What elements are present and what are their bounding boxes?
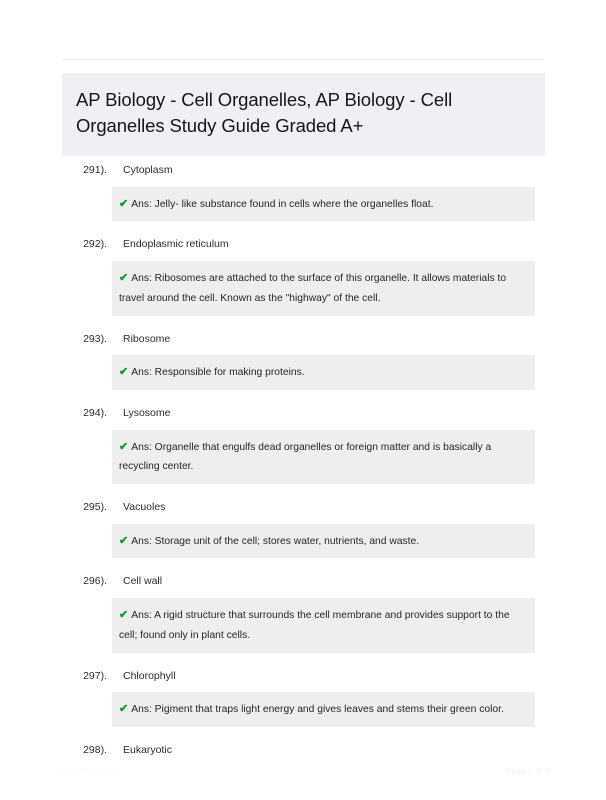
answer-text: Ans: Organelle that engulfs dead organelles or foreign matter and is basically a recycling center. <box>119 441 492 473</box>
qa-item <box>0 569 606 652</box>
qa-item <box>0 327 606 390</box>
question-text: Ribosome <box>123 332 171 345</box>
question-number: 294). <box>83 406 107 419</box>
question-row <box>0 401 606 422</box>
check-icon: ✔ <box>119 197 129 210</box>
answer-box <box>112 598 535 652</box>
question-number: 295). <box>83 501 107 514</box>
question-row <box>0 569 606 590</box>
answer-box <box>112 692 535 727</box>
check-icon: ✔ <box>119 272 129 285</box>
answer-text: Ans: Pigment that traps light energy and gives leaves and stems their green color. <box>131 704 504 716</box>
check-icon: ✔ <box>119 366 129 379</box>
header-divider <box>62 59 544 60</box>
answer-text: Ans: Ribosomes are attached to the surface of this organelle. It allows materials to travel around the cell. Known as the "highway" of the cell. <box>119 273 507 304</box>
answer-text: Ans: Jelly- like substance found in cells where the organelles float. <box>131 198 434 210</box>
question-text: Vacuoles <box>123 501 166 514</box>
question-row <box>0 158 606 179</box>
question-text: Lysosome <box>123 406 171 419</box>
question-number: 292). <box>83 238 107 251</box>
question-row <box>0 327 606 348</box>
qa-item <box>0 158 606 221</box>
qa-item <box>0 495 606 558</box>
check-icon: ✔ <box>119 440 129 453</box>
question-row <box>0 232 606 253</box>
question-number: 291). <box>83 164 107 176</box>
question-answer-list <box>0 158 606 770</box>
check-icon: ✔ <box>119 703 129 716</box>
answer-box <box>112 524 535 559</box>
question-row <box>0 495 606 516</box>
question-text: Chlorophyll <box>123 669 176 682</box>
qa-item <box>0 664 606 727</box>
answer-box <box>112 261 535 315</box>
document-title-banner <box>62 73 545 156</box>
question-row <box>0 664 606 685</box>
answer-text: Ans: Responsible for making proteins. <box>131 367 305 379</box>
question-row <box>0 738 606 759</box>
question-number: 298). <box>83 743 107 756</box>
page-footer <box>0 766 606 786</box>
answer-box <box>112 430 535 484</box>
question-text: Cytoplasm <box>123 164 173 176</box>
check-icon: ✔ <box>119 609 129 622</box>
check-icon: ✔ <box>119 534 129 547</box>
answer-box <box>112 355 535 390</box>
question-number: 297). <box>83 669 107 682</box>
question-number: 293). <box>83 332 107 345</box>
question-text: Endoplasmic reticulum <box>123 238 229 251</box>
question-text: Eukaryotic <box>123 743 173 756</box>
answer-box <box>112 187 535 222</box>
footer-page-number: Page 1 of 8 <box>505 766 550 776</box>
qa-item <box>0 738 606 759</box>
question-text: Cell wall <box>123 575 163 588</box>
qa-item <box>0 401 606 484</box>
answer-text: Ans: Storage unit of the cell; stores water, nutrients, and waste. <box>131 535 420 547</box>
question-number: 296). <box>83 575 107 588</box>
footer-watermark: PaperStic.com <box>58 766 115 776</box>
qa-item <box>0 232 606 315</box>
page-title: AP Biology - Cell Organelles, AP Biology - Cell Organelles Study Guide Graded A+ <box>76 89 453 137</box>
answer-text: Ans: A rigid structure that surrounds the cell membrane and provides support to the cell; found only in plant cells. <box>119 610 510 641</box>
